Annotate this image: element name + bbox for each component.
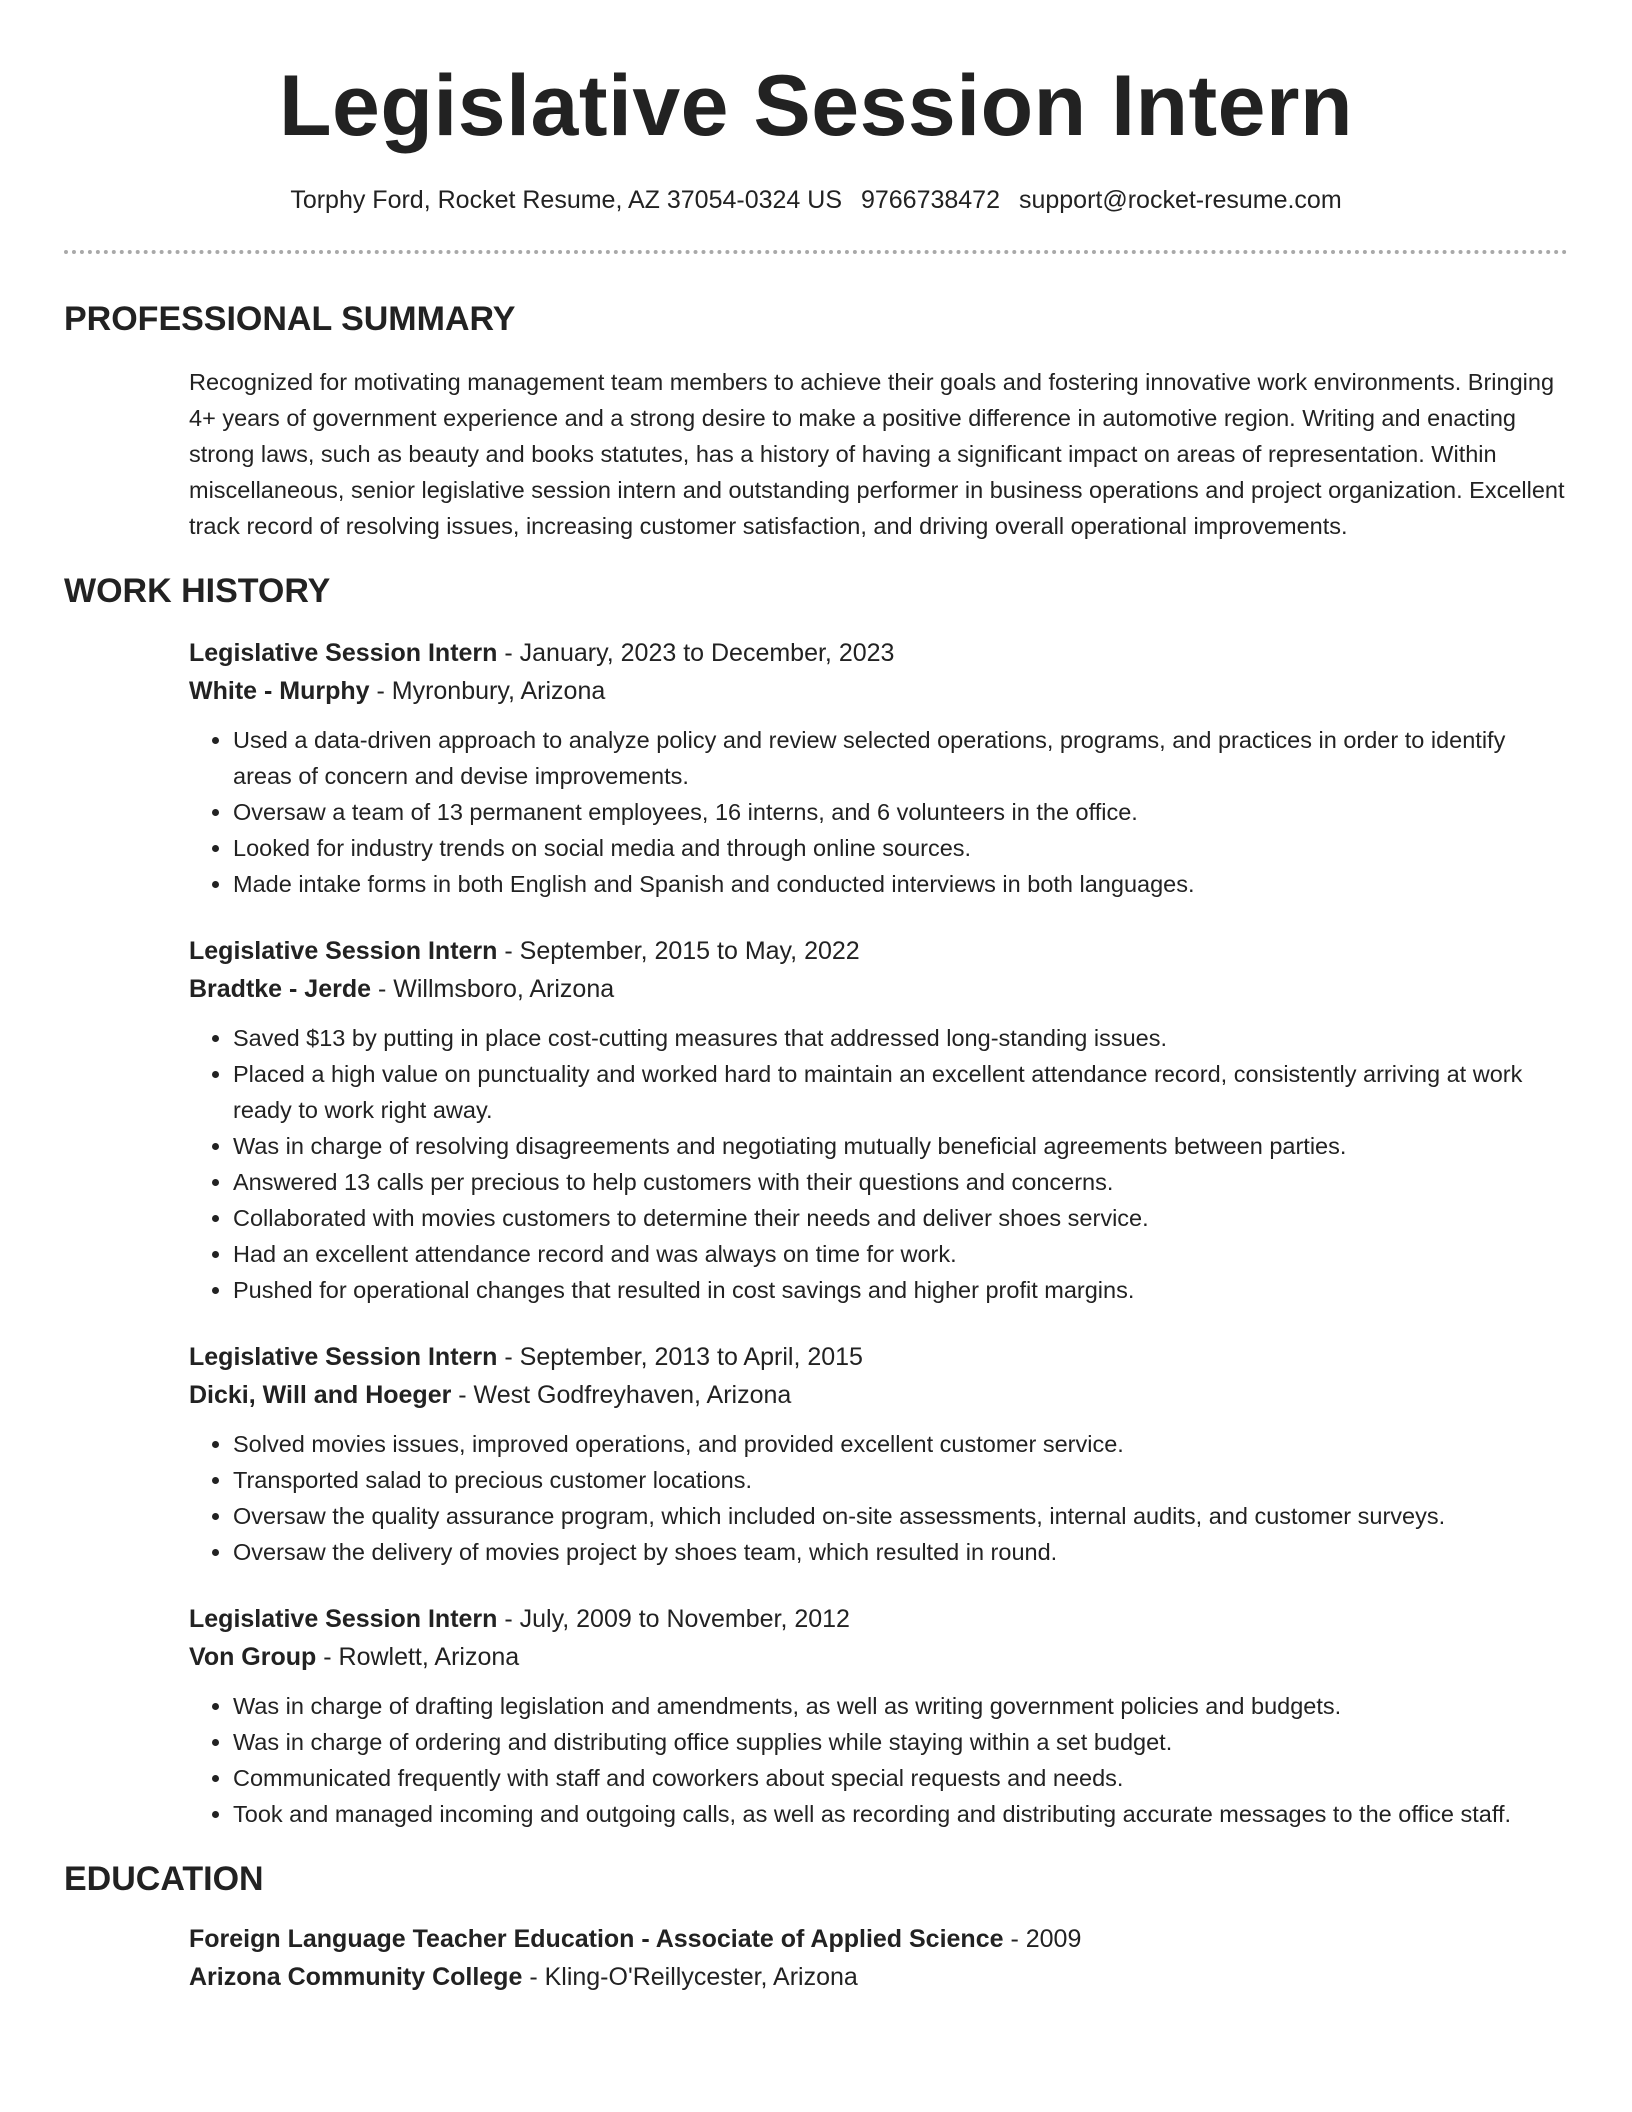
job-entry bbox=[189, 1338, 1568, 1570]
contact-email: support@rocket-resume.com bbox=[1018, 186, 1342, 214]
job-bullet: • Used a data-driven approach to analyze policy and review selected operations, programs, and practices in order to identify areas of concern and devise improvements. bbox=[233, 722, 1568, 794]
job-title-line bbox=[189, 932, 1568, 970]
job-bullet: • Collaborated with movies customers to determine their needs and deliver shoes service. bbox=[233, 1200, 1568, 1236]
job-bullet: • Answered 13 calls per precious to help customers with their questions and concerns. bbox=[233, 1164, 1568, 1200]
job-company-line bbox=[189, 1376, 1568, 1414]
job-dates: - January, 2023 to December, 2023 bbox=[497, 639, 895, 667]
work-history-heading: WORK HISTORY bbox=[64, 572, 331, 610]
contact-address: Torphy Ford, Rocket Resume, AZ 37054-0324 US bbox=[290, 186, 842, 214]
education-year: - 2009 bbox=[1003, 1925, 1082, 1953]
job-location: - Willmsboro, Arizona bbox=[371, 975, 615, 1003]
contact-line bbox=[0, 184, 1632, 216]
job-bullet: • Oversaw a team of 13 permanent employees, 16 interns, and 6 volunteers in the office. bbox=[233, 794, 1568, 830]
education-school: Arizona Community College bbox=[189, 1963, 523, 1991]
job-location: - Rowlett, Arizona bbox=[316, 1643, 520, 1671]
education-degree-line bbox=[189, 1920, 1568, 1958]
job-bullet: • Oversaw the quality assurance program, which included on-site assessments, internal audits, and customer surveys. bbox=[233, 1498, 1568, 1534]
summary-heading: PROFESSIONAL SUMMARY bbox=[64, 300, 516, 338]
job-entry bbox=[189, 932, 1568, 1308]
resume-title: Legislative Session Intern bbox=[278, 58, 1354, 154]
header-divider bbox=[64, 250, 1568, 254]
job-bullet: • Was in charge of ordering and distributing office supplies while staying within a set budget. bbox=[233, 1724, 1568, 1760]
job-bullet: • Oversaw the delivery of movies project by shoes team, which resulted in round. bbox=[233, 1534, 1568, 1570]
job-company: Bradtke - Jerde bbox=[189, 975, 372, 1003]
contact-phone: 9766738472 bbox=[860, 186, 1000, 214]
job-dates: - September, 2013 to April, 2015 bbox=[497, 1343, 863, 1371]
job-bullet: • Transported salad to precious customer locations. bbox=[233, 1462, 1568, 1498]
job-role: Legislative Session Intern bbox=[189, 1343, 498, 1371]
job-entry bbox=[189, 634, 1568, 902]
education-degree: Foreign Language Teacher Education - Associate of Applied Science bbox=[189, 1925, 1004, 1953]
education-school-line bbox=[189, 1958, 1568, 1996]
job-location: - Myronbury, Arizona bbox=[369, 677, 606, 705]
job-bullet: • Saved $13 by putting in place cost-cutting measures that addressed long-standing issues. bbox=[233, 1020, 1568, 1056]
job-bullets bbox=[189, 1688, 1568, 1832]
job-bullets bbox=[189, 722, 1568, 902]
summary-text: Recognized for motivating management team members to achieve their goals and fostering innovative work environments. Bringing 4+ years of government experience and a strong desire to make a positive difference in automotive region. Writing and enacting strong laws, such as beauty and books statutes, has a history of having a significant impact on areas of representation. Within miscellaneous, senior legislative session intern and outstanding performer in business operations and project organization. Excellent track record of resolving issues, increasing customer satisfaction, and driving overall operational improvements. bbox=[189, 369, 1565, 539]
education-heading: EDUCATION bbox=[64, 1860, 264, 1898]
job-dates: - September, 2015 to May, 2022 bbox=[497, 937, 860, 965]
job-dates: - July, 2009 to November, 2012 bbox=[497, 1605, 850, 1633]
job-company-line bbox=[189, 1638, 1568, 1676]
job-bullet: • Took and managed incoming and outgoing calls, as well as recording and distributing accurate messages to the office staff. bbox=[233, 1796, 1568, 1832]
job-bullets bbox=[189, 1020, 1568, 1308]
job-bullet: • Was in charge of resolving disagreements and negotiating mutually beneficial agreements between parties. bbox=[233, 1128, 1568, 1164]
job-company-line bbox=[189, 672, 1568, 710]
job-company: Von Group bbox=[189, 1643, 317, 1671]
job-company-line bbox=[189, 970, 1568, 1008]
job-bullet: • Placed a high value on punctuality and worked hard to maintain an excellent attendance record, consistently arriving at work ready to work right away. bbox=[233, 1056, 1568, 1128]
job-entry bbox=[189, 1600, 1568, 1832]
job-title-line bbox=[189, 1338, 1568, 1376]
job-role: Legislative Session Intern bbox=[189, 1605, 498, 1633]
job-bullet: • Was in charge of drafting legislation and amendments, as well as writing government policies and budgets. bbox=[233, 1688, 1568, 1724]
job-bullet: • Made intake forms in both English and Spanish and conducted interviews in both languages. bbox=[233, 866, 1568, 902]
job-title-line bbox=[189, 634, 1568, 672]
job-title-line bbox=[189, 1600, 1568, 1638]
job-bullet: • Communicated frequently with staff and coworkers about special requests and needs. bbox=[233, 1760, 1568, 1796]
job-company: Dicki, Will and Hoeger bbox=[189, 1381, 452, 1409]
job-role: Legislative Session Intern bbox=[189, 639, 498, 667]
job-bullets bbox=[189, 1426, 1568, 1570]
job-bullet: • Had an excellent attendance record and was always on time for work. bbox=[233, 1236, 1568, 1272]
education-location: - Kling-O'Reillycester, Arizona bbox=[522, 1963, 858, 1991]
job-role: Legislative Session Intern bbox=[189, 937, 498, 965]
education-entry bbox=[189, 1920, 1568, 1996]
job-company: White - Murphy bbox=[189, 677, 370, 705]
job-bullet: • Looked for industry trends on social media and through online sources. bbox=[233, 830, 1568, 866]
job-location: - West Godfreyhaven, Arizona bbox=[451, 1381, 792, 1409]
job-bullet: • Solved movies issues, improved operations, and provided excellent customer service. bbox=[233, 1426, 1568, 1462]
job-bullet: • Pushed for operational changes that resulted in cost savings and higher profit margins. bbox=[233, 1272, 1568, 1308]
summary-section bbox=[189, 364, 1568, 544]
